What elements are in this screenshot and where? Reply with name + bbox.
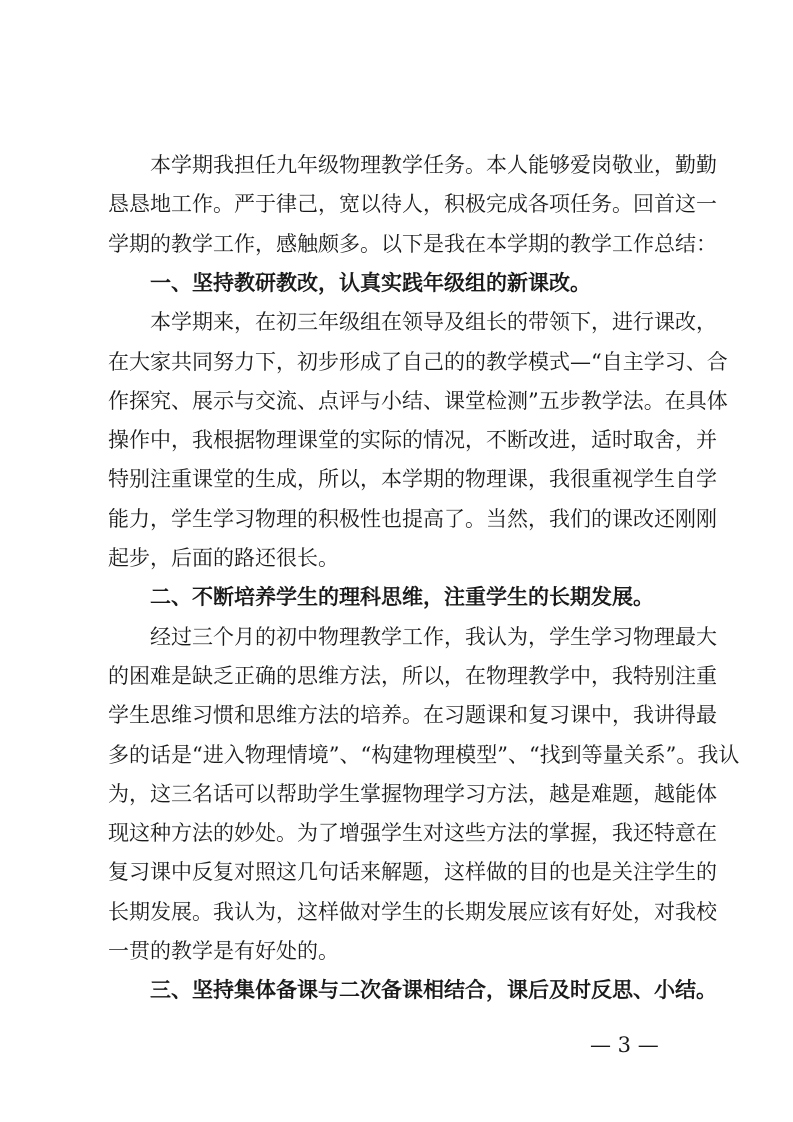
section-heading-3: 三、坚持集体备课与二次备课相结合，课后及时反思、小结。 xyxy=(150,978,717,1002)
paragraph-line: 学生思维习惯和思维方法的培养。在习题课和复习课中，我讲得最 xyxy=(108,703,717,727)
paragraph-line: 现这种方法的妙处。为了增强学生对这些方法的掌握，我还特意在 xyxy=(108,821,717,845)
paragraph-line: 本学期我担任九年级物理教学任务。本人能够爱岗敬业，勤勤 xyxy=(150,153,717,177)
paragraph-line: 一贯的教学是有好处的。 xyxy=(108,939,339,963)
paragraph-line: 为，这三名话可以帮助学生掌握物理学习方法，越是难题，越能体 xyxy=(108,782,717,806)
paragraph-line: 的困难是缺乏正确的思维方法，所以，在物理教学中，我特别注重 xyxy=(108,664,717,688)
paragraph-line: 操作中，我根据物理课堂的实际的情况，不断改进，适时取舍，并 xyxy=(108,428,717,452)
paragraph-line: 经过三个月的初中物理教学工作，我认为，学生学习物理最大 xyxy=(150,625,717,649)
paragraph-line: 本学期来，在初三年级组在领导及组长的带领下，进行课改， xyxy=(150,310,717,334)
paragraph-line: 作探究、展示与交流、点评与小结、课堂检测”五步教学法。在具体 xyxy=(108,389,728,413)
paragraph-line: 学期的教学工作，感触颇多。以下是我在本学期的教学工作总结： xyxy=(108,232,717,256)
paragraph-line: 多的话是“进入物理情境”、“构建物理模型”、“找到等量关系”。我认 xyxy=(108,743,740,767)
paragraph-line: 起步，后面的路还很长。 xyxy=(108,546,339,570)
page-number: — 3 — xyxy=(590,1033,659,1057)
paragraph-line: 复习课中反复对照这几句话来解题，这样做的目的也是关注学生的 xyxy=(108,860,717,884)
section-heading-2: 二、不断培养学生的理科思维，注重学生的长期发展。 xyxy=(150,585,654,609)
paragraph-line: 在大家共同努力下，初步形成了自己的的教学模式—“自主学习、合 xyxy=(108,350,728,374)
paragraph-line: 长期发展。我认为，这样做对学生的长期发展应该有好处，对我校 xyxy=(108,900,717,924)
section-heading-1: 一、坚持教研教改，认真实践年级组的新课改。 xyxy=(150,271,591,295)
paragraph-line: 恳恳地工作。严于律己，宽以待人，积极完成各项任务。回首这一 xyxy=(108,192,717,216)
paragraph-line: 特别注重课堂的生成，所以，本学期的物理课，我很重视学生自学 xyxy=(108,467,717,491)
paragraph-line: 能力，学生学习物理的积极性也提高了。当然，我们的课改还刚刚 xyxy=(108,507,717,531)
